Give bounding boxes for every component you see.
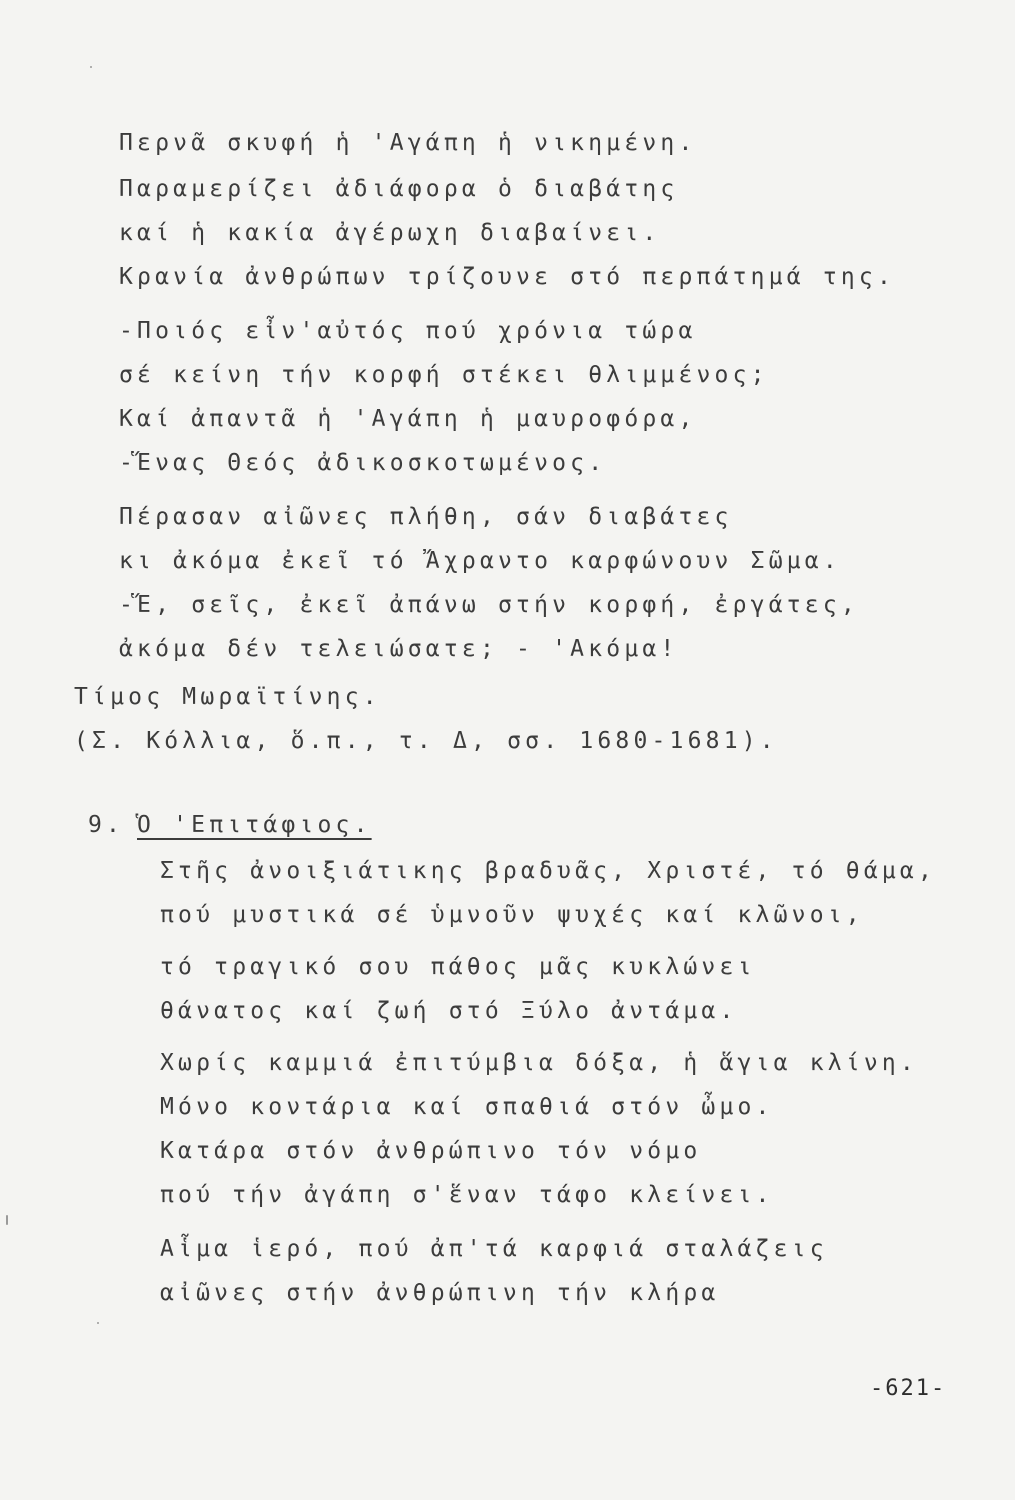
poem2-line-10: αἰῶνες στήν ἀνθρώπινη τήν κλήρα	[160, 1280, 720, 1306]
poem2-line-2: πού μυστικά σέ ὑμνοῦν ψυχές καί κλῶνοι,	[160, 902, 864, 928]
poem1-line-2: Παραμερίζει ἀδιάφορα ὁ διαβάτης	[119, 176, 679, 202]
poem1-line-12: ἀκόμα δέν τελειώσατε; - 'Ακόμα!	[119, 636, 679, 662]
poem1-source: (Σ. Κόλλια, ὅ.π., τ. Δ, σσ. 1680-1681).	[74, 728, 778, 754]
poem1-line-9: Πέρασαν αἰῶνες πλήθη, σάν διαβάτες	[119, 504, 733, 530]
scan-speck	[97, 1322, 99, 1324]
poem2-line-7: Κατάρα στόν ἀνθρώπινο τόν νόμο	[160, 1138, 702, 1164]
poem1-line-10: κι ἀκόμα ἐκεῖ τό Ἄχραντο καρφώνουν Σῶμα.	[119, 548, 841, 574]
poem2-line-8: πού τήν ἀγάπη σ'ἕναν τάφο κλείνει.	[160, 1182, 774, 1208]
poem2-line-4: θάνατος καί ζωή στό Ξύλο ἀντάμα.	[160, 998, 738, 1024]
scan-speck	[90, 66, 92, 68]
poem1-line-11: -Ἕ, σεῖς, ἐκεῖ ἀπάνω στήν κορφή, ἐργάτες,	[119, 592, 859, 618]
poem1-line-7: Καί ἀπαντᾶ ἡ 'Αγάπη ἡ μαυροφόρα,	[119, 406, 697, 432]
poem2-line-6: Μόνο κοντάρια καί σπαθιά στόν ὦμο.	[160, 1094, 774, 1120]
poem2-line-5: Χωρίς καμμιά ἐπιτύμβια δόξα, ἡ ἅγια κλίνη.	[160, 1050, 918, 1076]
poem1-line-8: -Ἕνας Θεός ἀδικοσκοτωμένος.	[119, 450, 607, 476]
poem1-line-4: Κρανία ἀνθρώπων τρίζουνε στό περπάτημά της.	[119, 264, 896, 290]
poem1-line-3: καί ἡ κακία ἀγέρωχη διαβαίνει.	[119, 220, 661, 246]
scan-speck	[6, 1215, 8, 1225]
poem1-author: Τίμος Μωραϊτίνης.	[74, 684, 381, 710]
poem1-line-1: Περνᾶ σκυφή ἡ 'Αγάπη ἡ νικημένη.	[119, 130, 697, 156]
poem2-line-1: Στῆς ἀνοιξιάτικης βραδυᾶς, Χριστέ, τό θάμα,	[160, 858, 937, 884]
poem1-line-5: -Ποιός εἶν'αὐτός πού χρόνια τώρα	[119, 318, 697, 344]
poem2-line-9: Αἷμα ἱερό, πού ἀπ'τά καρφιά σταλάζεις	[160, 1236, 828, 1262]
poem1-line-6: σέ κείνη τήν κορφή στέκει θλιμμένος;	[119, 362, 769, 388]
page-number: -621-	[870, 1376, 947, 1401]
section-number: 9.	[88, 812, 125, 838]
section-title: Ὁ 'Επιτάφιος.	[137, 812, 372, 838]
poem2-line-3: τό τραγικό σου πάθος μᾶς κυκλώνει	[160, 954, 756, 980]
